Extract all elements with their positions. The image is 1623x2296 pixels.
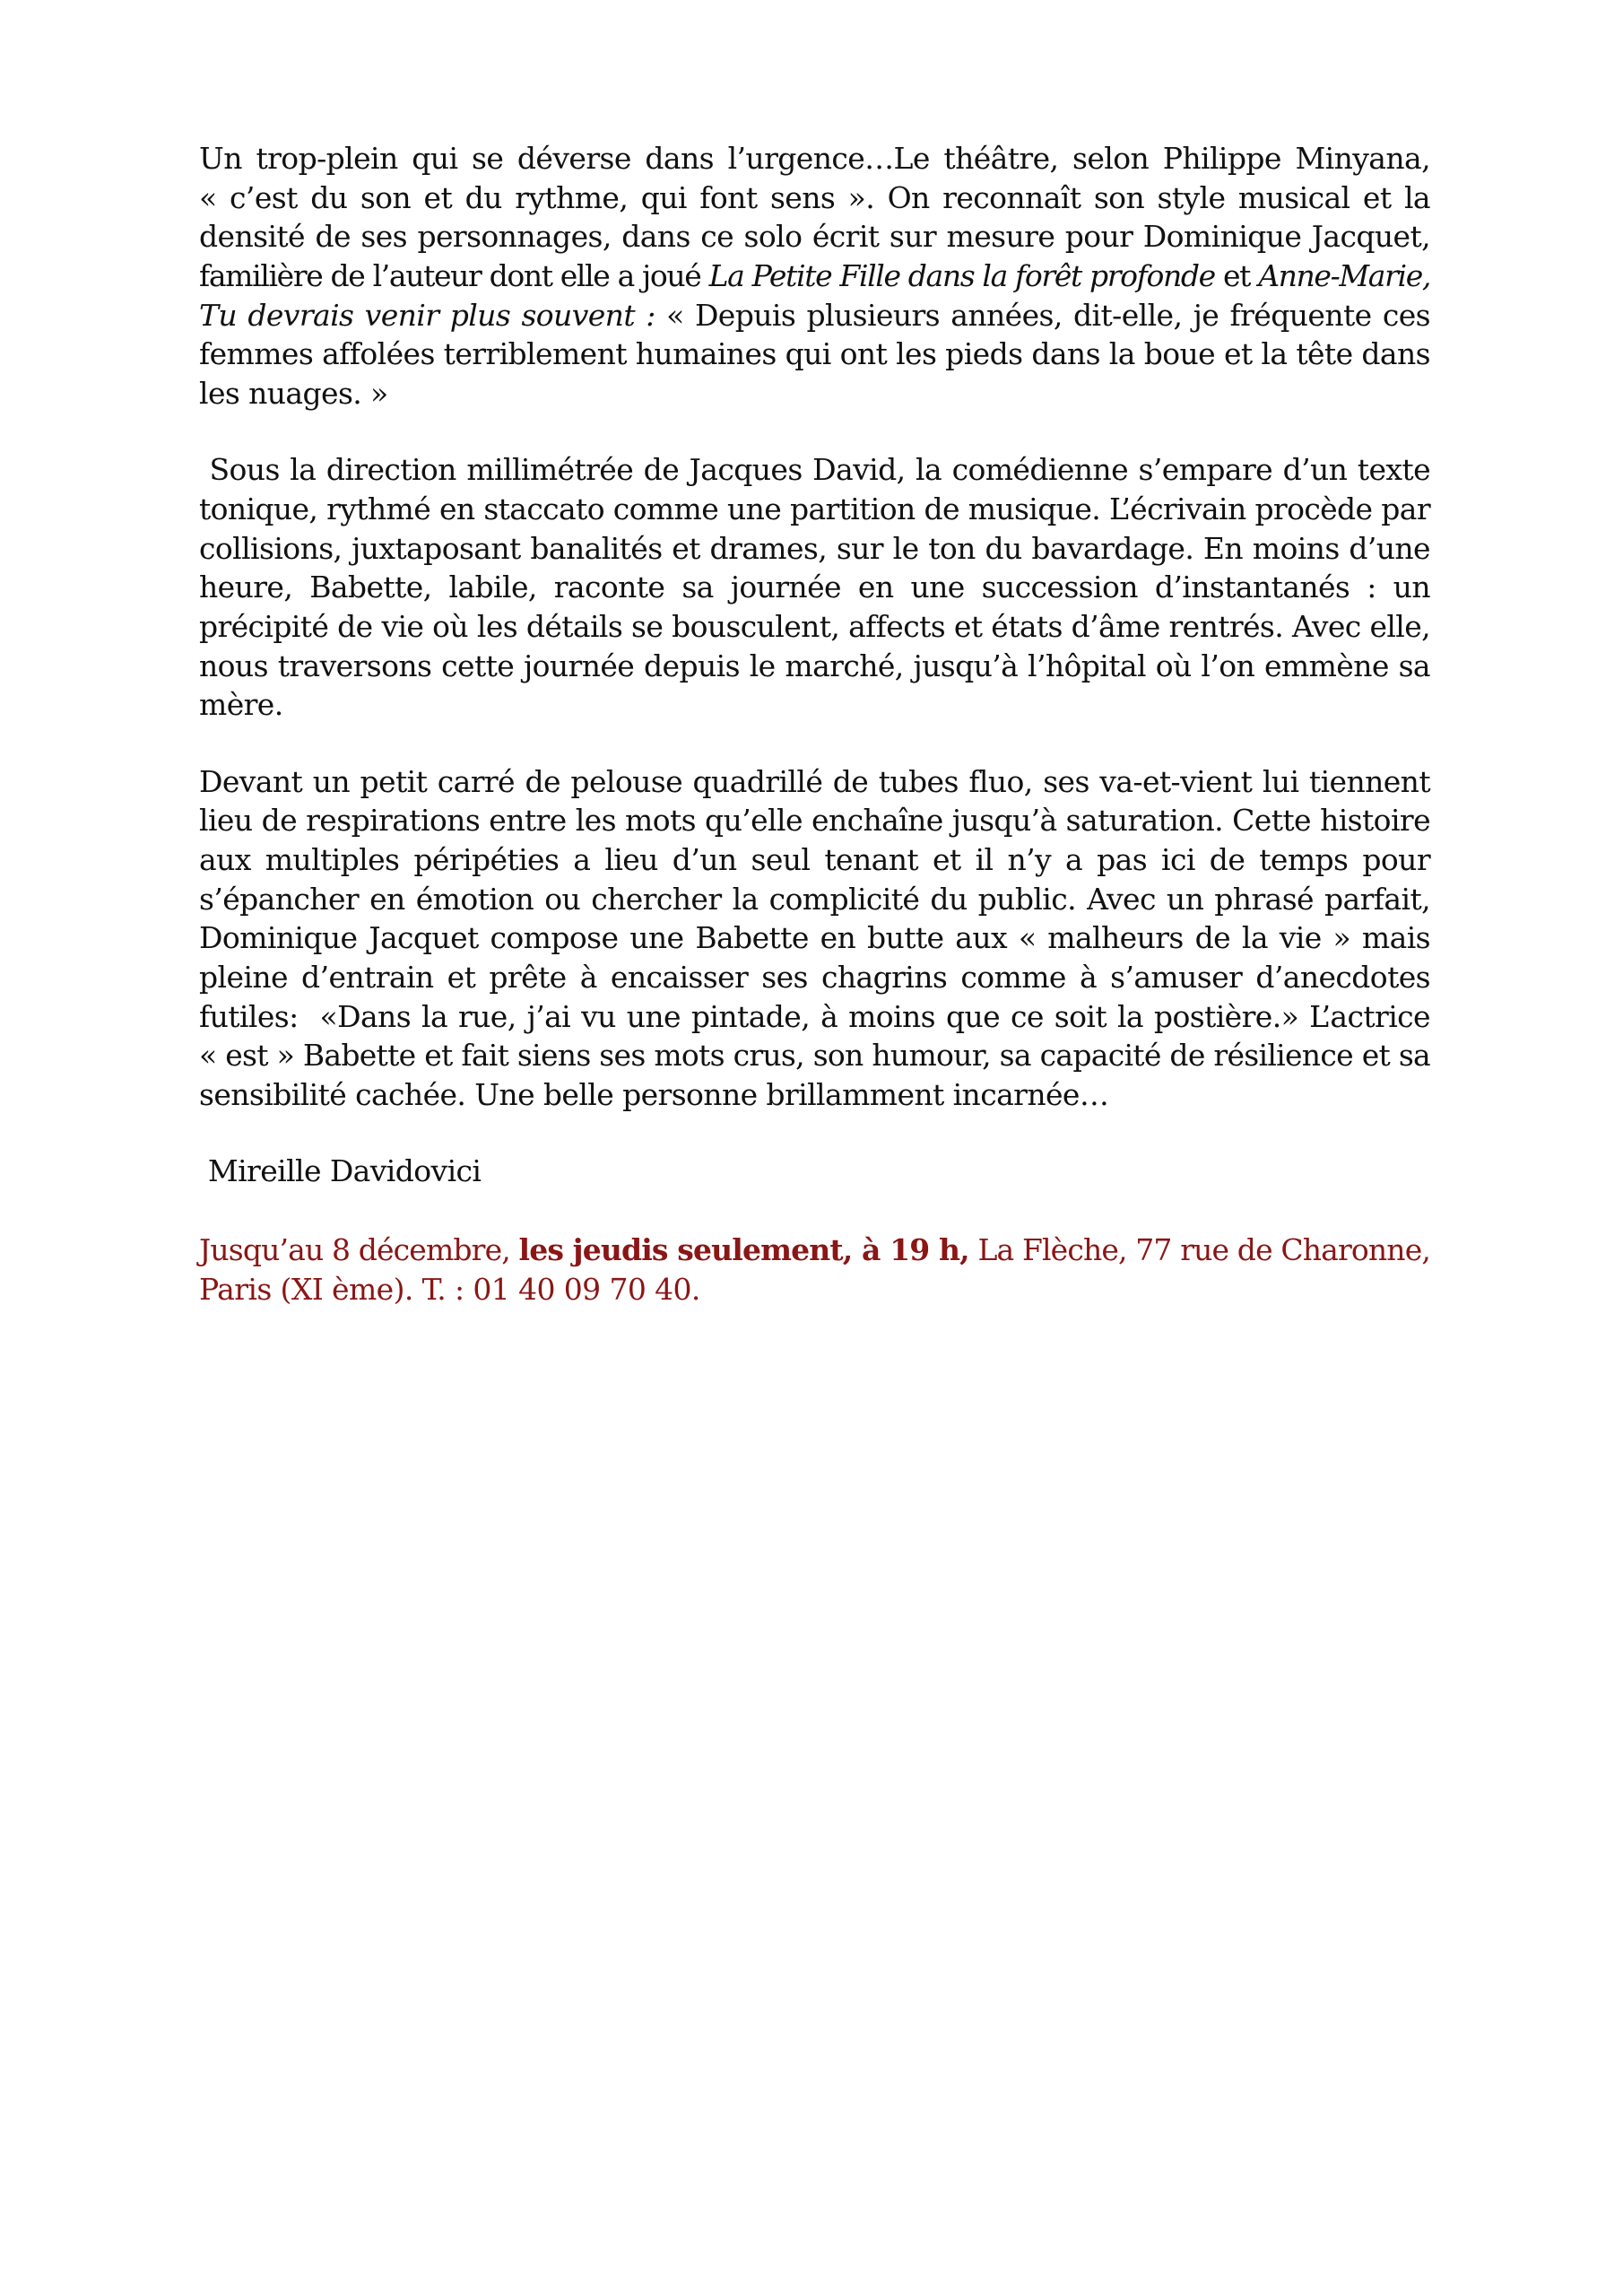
text-line — [199, 296, 1430, 335]
text-run: Devant un petit carré de pelouse quadrillé de tubes fluo, ses va-et-vient lui tiennent — [199, 763, 1430, 799]
text-run: Dominique Jacquet compose une Babette en butte aux « malheurs de la vie » mais — [199, 920, 1430, 956]
text-line — [199, 801, 1430, 840]
text-line — [199, 918, 1430, 958]
text-run: « Depuis plusieurs années, dit-elle, je fréquente ces — [655, 297, 1430, 333]
text-line — [199, 1036, 1430, 1075]
text-line — [199, 257, 1430, 296]
text-line — [199, 647, 1430, 686]
text-run: lieu de respirations entre les mots qu’elle enchaîne jusqu’à saturation. Cette histoire — [199, 803, 1430, 839]
practical-info — [199, 1231, 1430, 1309]
text-line — [199, 840, 1430, 880]
text-run: Sous la direction millimétrée de Jacques David, la comédienne s’empare d’un texte — [199, 452, 1430, 488]
text-run: Un trop-plein qui se déverse dans l’urgence…Le théâtre, selon Philippe Minyana, — [199, 141, 1430, 176]
text-line — [199, 178, 1430, 218]
text-run: Jusqu’au 8 décembre, — [199, 1232, 519, 1267]
text-line — [199, 139, 1430, 178]
text-run: densité de ses personnages, dans ce solo écrit sur mesure pour Dominique Jacquet, — [199, 219, 1430, 255]
text-line — [199, 762, 1430, 802]
text-run: femmes affolées terriblement humaines qui ont les pieds dans la boue et la tête dans — [199, 336, 1430, 372]
text-run: futiles: «Dans la rue, j’ai vu une pintade, à moins que ce soit la postière.» L’actrice — [199, 998, 1430, 1034]
italic-title: La Petite Fille dans la forêt profonde — [708, 258, 1215, 294]
text-line — [199, 1075, 1430, 1115]
text-line — [199, 217, 1430, 257]
article-body — [199, 139, 1430, 1115]
text-run: nous traversons cette journée depuis le marché, jusqu’à l’hôpital où l’on emmène sa — [199, 648, 1430, 683]
text-run: collisions, juxtaposant banalités et drames, sur le ton du bavardage. En moins d’une — [199, 530, 1430, 566]
text-run: s’épancher en émotion ou chercher la complicité du public. Avec un phrasé parfait, — [199, 881, 1430, 917]
info-line — [199, 1270, 1430, 1309]
text-run: Paris (XI ème). T. : 01 40 09 70 40. — [199, 1271, 700, 1307]
article-page — [199, 139, 1430, 1346]
italic-title: Tu devrais venir plus souvent : — [199, 297, 655, 333]
italic-title: Anne-Marie, — [1258, 258, 1431, 294]
text-run: et — [1214, 258, 1259, 294]
text-line — [199, 374, 1430, 413]
text-line — [199, 490, 1430, 529]
text-line — [199, 335, 1430, 374]
text-run: les nuages. » — [199, 376, 388, 412]
paragraph-intro — [199, 139, 1430, 413]
text-run: « est » Babette et fait siens ses mots crus, son humour, sa capacité de résilience et sa — [199, 1038, 1430, 1074]
text-run: heure, Babette, labile, raconte sa journée en une succession d’instantanés : un — [199, 570, 1430, 605]
text-line — [199, 450, 1430, 490]
text-line — [199, 880, 1430, 919]
text-line — [199, 607, 1430, 647]
text-run: mère. — [199, 687, 283, 723]
author-signature — [199, 1152, 1430, 1191]
text-run: pleine d’entrain et prête à encaisser ses chagrins comme à s’amuser d’anecdotes — [199, 960, 1430, 996]
text-run: familière de l’auteur dont elle a joué — [199, 258, 709, 294]
text-line — [199, 958, 1430, 997]
author-name: Mireille Davidovici — [199, 1153, 482, 1189]
bold-schedule: les jeudis seulement, à 19 h, — [518, 1232, 969, 1267]
text-run: aux multiples péripéties a lieu d’un seul tenant et il n’y a pas ici de temps pour — [199, 842, 1430, 877]
text-run: précipité de vie où les détails se bousculent, affects et états d’âme rentrés. Avec elle, — [199, 609, 1430, 645]
paragraph-staging — [199, 762, 1430, 1115]
text-run: « c’est du son et du rythme, qui font sens ». On reconnaît son style musical et la — [199, 179, 1430, 215]
text-run: La Flèche, 77 rue de Charonne, — [968, 1232, 1430, 1267]
text-line — [199, 568, 1430, 607]
text-run: tonique, rythmé en staccato comme une partition de musique. L’écrivain procède par — [199, 491, 1430, 526]
text-run: sensibilité cachée. Une belle personne brillamment incarnée… — [199, 1077, 1109, 1113]
info-line — [199, 1231, 1430, 1270]
text-line — [199, 685, 1430, 725]
text-line — [199, 529, 1430, 569]
text-line — [199, 997, 1430, 1037]
paragraph-direction — [199, 450, 1430, 725]
